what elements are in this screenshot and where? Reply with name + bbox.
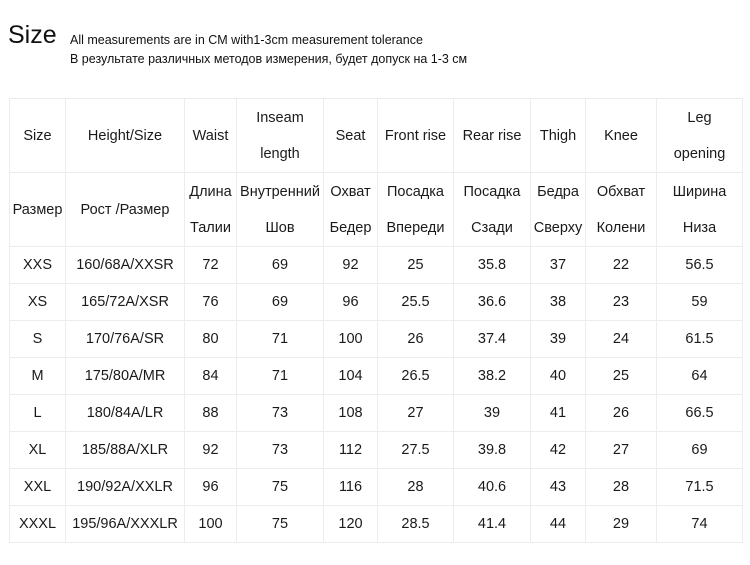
table-cell: 26 <box>586 395 657 432</box>
table-cell: 88 <box>185 395 237 432</box>
table-cell: S <box>10 321 66 358</box>
table-cell: 25 <box>586 358 657 395</box>
header-cell <box>185 173 237 247</box>
header-cell <box>657 173 743 247</box>
table-cell: 59 <box>657 284 743 321</box>
table-cell: 61.5 <box>657 321 743 358</box>
page-title: Size <box>8 21 57 49</box>
table-cell: 26 <box>378 321 454 358</box>
header-cell: Front rise <box>378 99 454 173</box>
table-cell: 64 <box>657 358 743 395</box>
header-cell <box>237 99 324 173</box>
table-cell: XXS <box>10 247 66 284</box>
header-cell: Waist <box>185 99 237 173</box>
table-cell: 35.8 <box>454 247 531 284</box>
table-cell: 71 <box>237 358 324 395</box>
table-row <box>10 506 743 543</box>
header-text: Охват Бедер <box>329 183 372 236</box>
header-cell: Рост /Размер <box>66 173 185 247</box>
header-row-ru <box>10 173 743 247</box>
table-cell: 44 <box>531 506 586 543</box>
table-cell: 180/84A/LR <box>66 395 185 432</box>
table-cell: 39.8 <box>454 432 531 469</box>
table-cell: 71 <box>237 321 324 358</box>
table-cell: 40 <box>531 358 586 395</box>
table-cell: 39 <box>454 395 531 432</box>
table-cell: 92 <box>324 247 378 284</box>
header-text: Посадка Впереди <box>386 183 445 236</box>
table-cell: L <box>10 395 66 432</box>
table-cell: 22 <box>586 247 657 284</box>
table-cell: 185/88A/XLR <box>66 432 185 469</box>
header-text: Inseam length <box>256 109 304 162</box>
header-cell <box>657 99 743 173</box>
table-cell: 108 <box>324 395 378 432</box>
header-cell <box>237 173 324 247</box>
table-cell: 38 <box>531 284 586 321</box>
table-cell: 160/68A/XXSR <box>66 247 185 284</box>
table-cell: 28 <box>378 469 454 506</box>
table-cell: 41 <box>531 395 586 432</box>
table-cell: 56.5 <box>657 247 743 284</box>
header-cell <box>454 173 531 247</box>
table-cell: 24 <box>586 321 657 358</box>
measurement-note-en: All measurements are in CM with1-3cm measurement tolerance <box>70 33 423 47</box>
table-row <box>10 358 743 395</box>
table-cell: 69 <box>237 284 324 321</box>
table-row <box>10 432 743 469</box>
header-cell: Knee <box>586 99 657 173</box>
table-cell: 69 <box>237 247 324 284</box>
table-row <box>10 247 743 284</box>
header-cell: Rear rise <box>454 99 531 173</box>
table-cell: 66.5 <box>657 395 743 432</box>
header-cell <box>324 173 378 247</box>
table-cell: 71.5 <box>657 469 743 506</box>
table-cell: 190/92A/XXLR <box>66 469 185 506</box>
table-cell: 75 <box>237 506 324 543</box>
header-cell: Thigh <box>531 99 586 173</box>
table-cell: 165/72A/XSR <box>66 284 185 321</box>
table-cell: XL <box>10 432 66 469</box>
table-cell: 37.4 <box>454 321 531 358</box>
table-cell: XXL <box>10 469 66 506</box>
header-text: Обхват Колени <box>596 183 646 236</box>
header-text: Ширина Низа <box>672 183 727 236</box>
header-text: Длина Талии <box>189 183 232 236</box>
table-cell: 72 <box>185 247 237 284</box>
table-cell: 36.6 <box>454 284 531 321</box>
header-text: Внутренний Шов <box>240 183 320 236</box>
table-row <box>10 469 743 506</box>
table-cell: 27 <box>378 395 454 432</box>
table-cell: 76 <box>185 284 237 321</box>
table-cell: 43 <box>531 469 586 506</box>
table-cell: 39 <box>531 321 586 358</box>
table-cell: 175/80A/MR <box>66 358 185 395</box>
table-cell: 38.2 <box>454 358 531 395</box>
table-cell: 104 <box>324 358 378 395</box>
table-cell: 92 <box>185 432 237 469</box>
table-cell: M <box>10 358 66 395</box>
header-cell <box>531 173 586 247</box>
table-cell: 100 <box>185 506 237 543</box>
table-cell: XS <box>10 284 66 321</box>
header-cell <box>586 173 657 247</box>
table-cell: 120 <box>324 506 378 543</box>
table-row <box>10 395 743 432</box>
measurement-note-ru: В результате различных методов измерения, будет допуск на 1-3 см <box>70 52 468 66</box>
table-cell: 42 <box>531 432 586 469</box>
table-cell: 26.5 <box>378 358 454 395</box>
table-cell: 100 <box>324 321 378 358</box>
header-row-en <box>10 99 743 173</box>
header-cell: Seat <box>324 99 378 173</box>
header-text: Leg opening <box>673 109 726 162</box>
header-text: Посадка Сзади <box>463 183 521 236</box>
table-cell: 41.4 <box>454 506 531 543</box>
table-row <box>10 321 743 358</box>
table-cell: 96 <box>185 469 237 506</box>
table-cell: 29 <box>586 506 657 543</box>
header-cell <box>378 173 454 247</box>
table-cell: 28 <box>586 469 657 506</box>
table-cell: 28.5 <box>378 506 454 543</box>
table-cell: 75 <box>237 469 324 506</box>
table-cell: 37 <box>531 247 586 284</box>
table-cell: 170/76A/SR <box>66 321 185 358</box>
table-cell: 74 <box>657 506 743 543</box>
table-cell: 116 <box>324 469 378 506</box>
table-cell: 112 <box>324 432 378 469</box>
table-cell: XXXL <box>10 506 66 543</box>
table-cell: 96 <box>324 284 378 321</box>
table-row <box>10 284 743 321</box>
table-cell: 25 <box>378 247 454 284</box>
table-cell: 84 <box>185 358 237 395</box>
header-cell: Height/Size <box>66 99 185 173</box>
size-chart-table <box>9 98 743 543</box>
table-cell: 25.5 <box>378 284 454 321</box>
table-cell: 73 <box>237 395 324 432</box>
header-cell: Размер <box>10 173 66 247</box>
table-cell: 27 <box>586 432 657 469</box>
table-cell: 40.6 <box>454 469 531 506</box>
table-cell: 27.5 <box>378 432 454 469</box>
header-text: Бедра Сверху <box>533 183 583 236</box>
table-cell: 69 <box>657 432 743 469</box>
table-cell: 73 <box>237 432 324 469</box>
table-cell: 195/96A/XXXLR <box>66 506 185 543</box>
table-cell: 23 <box>586 284 657 321</box>
table-cell: 80 <box>185 321 237 358</box>
header-cell: Size <box>10 99 66 173</box>
